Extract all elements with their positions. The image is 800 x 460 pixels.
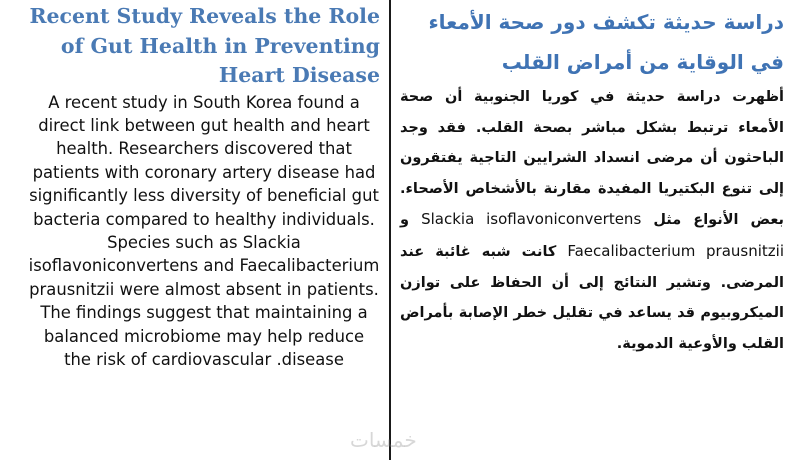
arabic-paragraph bbox=[400, 82, 784, 359]
column-divider bbox=[389, 0, 391, 460]
arabic-text-part1: أظهرت دراسة حديثة في كوريا الجنوبية أن صحة الأمعاء ترتبط بشكل مباشر بصحة القلب. فقد وجد الباحثون أن مرضى انسداد الشرايين التاجية يفتقرون إلى تنوع البكتيريا المفيدة مقارنة بالأشخاص الأصحاء. بعض الأنواع مثل bbox=[400, 89, 784, 229]
arabic-conjunction: و bbox=[400, 212, 410, 229]
species-name-slackia: Slackia isoflavoniconvertens bbox=[421, 210, 642, 229]
arabic-headline: دراسة حديثة تكشف دور صحة الأمعاء في الوقاية من أمراض القلب bbox=[428, 10, 784, 74]
english-column bbox=[28, 2, 380, 371]
english-paragraph: A recent study in South Korea found a direct link between gut health and heart health. Researchers discovered that patients with coronary artery disease had significantly less diversity of beneficial gut bacteria compared to healthy individuals. Species such as Slackia isoflavoniconvertens and Faecalibacterium prausnitzii were almost absent in patients. The findings suggest that maintaining a balanced microbiome may help reduce the risk of cardiovascular .disease bbox=[28, 92, 380, 369]
watermark-logo: خمسات bbox=[350, 428, 417, 452]
english-headline: Recent Study Reveals the Role of Gut Health in Preventing Heart Disease bbox=[29, 4, 380, 87]
species-name-faecalibacterium: Faecalibacterium prausnitzii bbox=[567, 241, 784, 260]
arabic-column bbox=[400, 2, 784, 359]
arabic-text-part2: كانت شبه غائبة عند المرضى. وتشير النتائج إلى أن الحفاظ على توازن الميكروبيوم قد يساعد في تقليل خطر الإصابة بأمراض القلب والأوعية الدموية. bbox=[400, 243, 784, 352]
